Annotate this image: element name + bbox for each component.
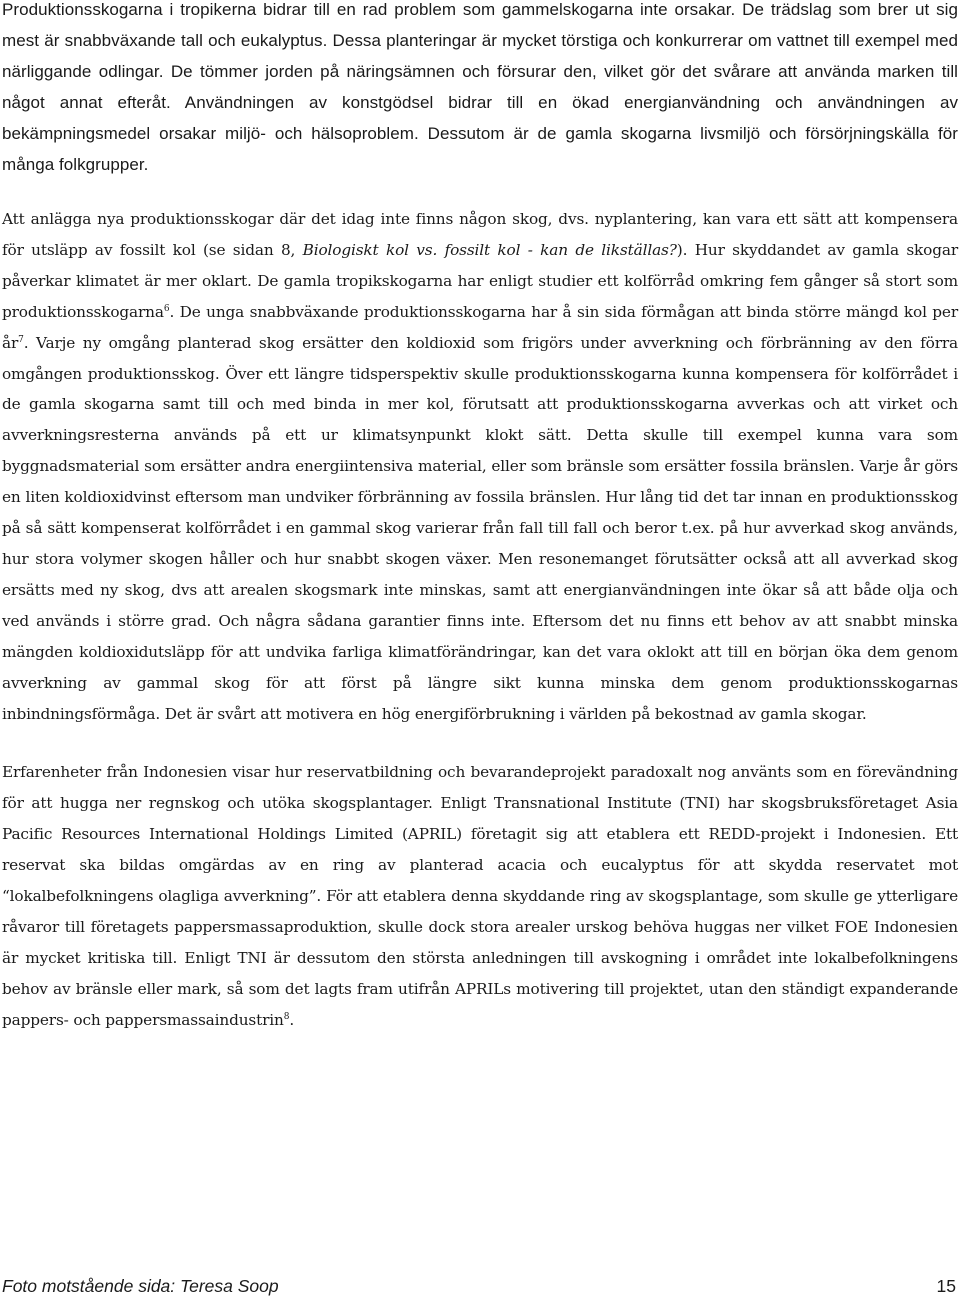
paragraph-indonesia-experience [2, 757, 958, 1035]
photo-credit: Foto motstående sida: Teresa Soop [2, 1276, 279, 1296]
footnote-marker[interactable]: 7 [18, 334, 24, 345]
paragraph-tropical-plantations [2, 0, 958, 180]
page-footer [2, 1276, 956, 1300]
footnote-marker[interactable]: 6 [163, 303, 170, 314]
paragraph-text: . Varje ny omgång planterad skog ersätter den koldioxid som frigörs under avverkning och förbränning av den förra omgången produktionsskog. Över ett längre tidsperspektiv skulle produktionsskogarna kunna kompensera för kolförrådet i de gamla skogarna samt till och med binda in mer kol, förutsatt att produktionsskogarna avverkas och att virket och avverkningsresterna används på ett ur klimatsynpunkt klokt sätt. Detta skulle till exempel kunna vara som byggnadsmaterial som ersätter andra energiintensiva material, eller som bränsle som ersätter fossila bränslen. Varje år görs en liten koldioxidvinst eftersom man undviker förbränning av fossila bränslen. Hur lång tid det tar innan en produktionsskog på så sätt kompenserat kolförrådet i en gammal skog varierar från fall till fall och beror t.ex. på hur avverkad skog används, hur stora volymer skogen håller och hur snabbt skogen växer. Men resonemanget förutsätter också att all avverkad skog ersätts med ny skog, dvs att arealen skogsmark inte minskas, samt att energianvändningen inte ökar så att både olja och ved används i större grad. Och några sådana garantier finns inte. Eftersom det nu finns ett behov av att snabbt minska mängden koldioxidutsläpp för att undvika farliga klimatförändringar, kan det vara oklokt att till en början öka dem genom avverkning av gammal skog för att först på längre sikt kunna minska dem genom produktionsskogarnas inbindningsförmåga. Det är svårt att motivera en hög energiförbrukning i världen på bekostnad av gamla skogar. [2, 333, 958, 723]
paragraph-text: Erfarenheter från Indonesien visar hur reservatbildning och bevarandeprojekt paradoxalt nog använts som en förevändning för att hugga ner regnskog och utöka skogsplantager. Enligt Transnational Institute (TNI) har skogsbruksföretaget Asia Pacific Resources International Holdings Limited (APRIL) företagit sig att etablera ett REDD-projekt i Indonesien. Ett reservat ska bildas omgärdas av en ring av planterad acacia och eucalyptus för att skydda reservatet mot “lokalbefolkningens olagliga avverkning”. För att etablera denna skyddande ring av skogsplantage, som skulle ge ytterligare råvaror till företagets pappersmassaproduktion, skulle dock stora arealer urskog behöva huggas ner vilket FOE Indonesien är mycket kritiska till. Enligt TNI är dessutom den största anledningen till avskogning i området inte lokalbefolkningens behov av bränsle eller mark, så som det lagts fram utifrån APRILs motivering till projektet, utan den ständigt expanderande pappers- och pappersmassaindustrin [2, 763, 958, 1029]
paragraph-text: Produktionsskogarna i tropikerna bidrar till en rad problem som gammelskogarna inte orsakar. De trädslag som brer ut sig mest är snabbväxande tall och eukalyptus. Dessa planteringar är mycket törstiga och konkurrerar om vattnet till exempel med närliggande odlingar. De tömmer jorden på näringsämnen och försurar den, vilket gör det svårare att använda marken till något annat efteråt. Användningen av konstgödsel bidrar till en ökad energianvändning och användningen av bekämpningsmedel orsakar miljö- och hälsoproblem. Dessutom är de gamla skogarna livsmiljö och försörjningskälla för många folkgrupper. [2, 0, 958, 174]
paragraph-text: . [289, 1010, 295, 1029]
page-number: 15 [936, 1276, 956, 1296]
page-body [2, 0, 958, 1036]
paragraph-carbon-compensation [2, 204, 958, 729]
paragraph-text: . De unga snabbväxande produktionsskogarna har å sin sida förmågan att binda större mängd kol per år [2, 302, 958, 352]
paragraph-text: Att anlägga nya produktionsskogar där det idag inte finns någon skog, dvs. nyplantering, kan vara ett sätt att kompensera för utsläpp av fossilt kol (se sidan 8, [2, 210, 958, 259]
cross-reference-title: Biologiskt kol vs. fossilt kol - kan de likställas? [302, 240, 677, 259]
paragraph-text: ). Hur skyddandet av gamla skogar påverkar klimatet är mer oklart. De gamla tropikskogarna har enligt studier ett kolförråd omkring fem gånger så stort som produktionsskogarna [2, 240, 958, 321]
footnote-marker[interactable]: 8 [283, 1011, 290, 1022]
